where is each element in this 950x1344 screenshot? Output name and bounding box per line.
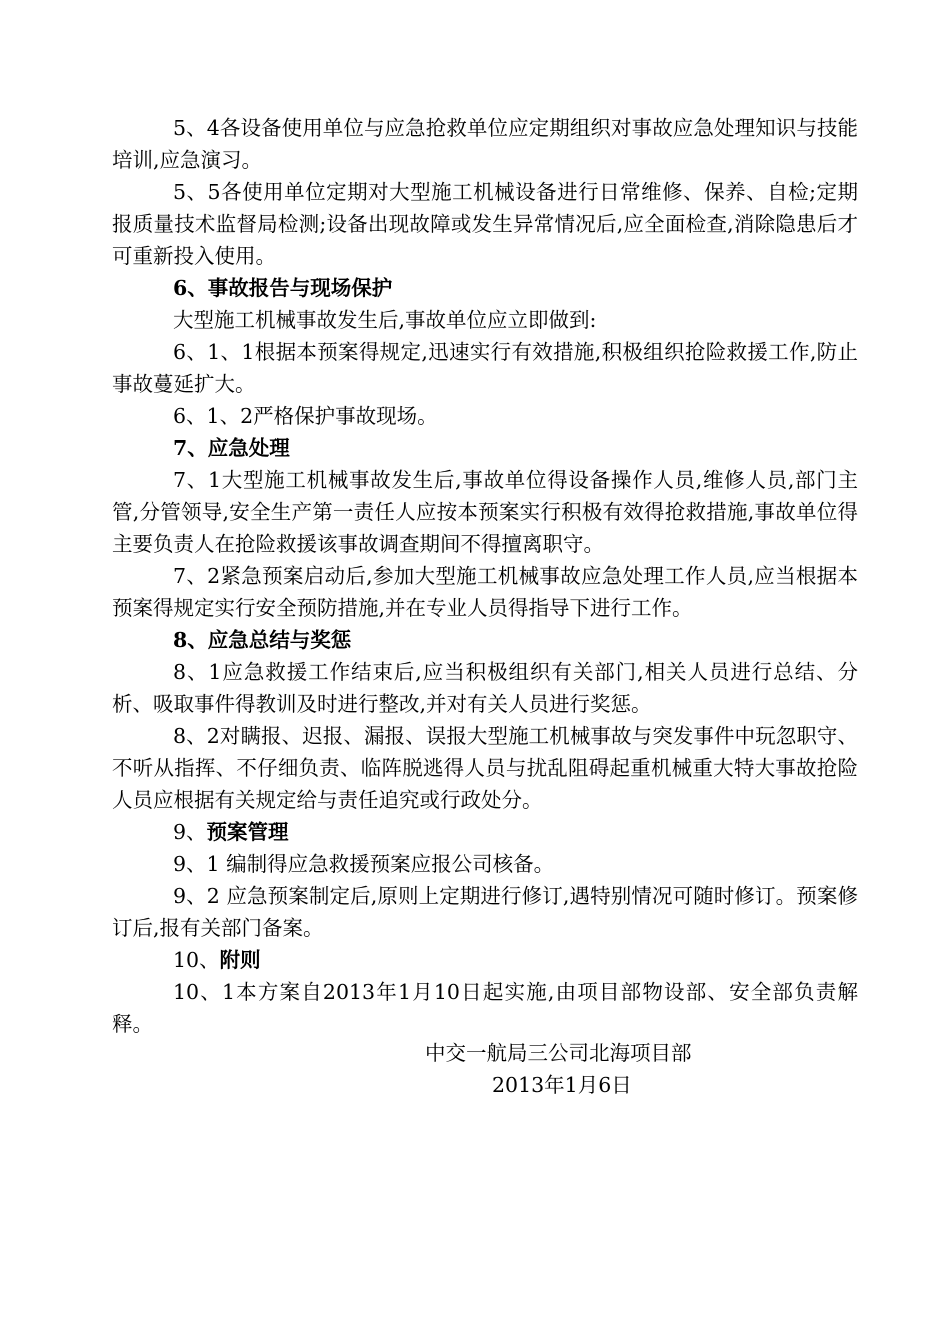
document-body (112, 112, 858, 1040)
paragraph-10-1: 10、1本方案自2013年1月10日起实施,由项目部物设部、安全部负责解释。 (112, 980, 858, 1036)
paragraph-9-2: 9、2 应急预案制定后,原则上定期进行修订,遇特别情况可随时修订。预案修订后,报有关部门备案。 (112, 884, 858, 940)
section-heading-10-title: 附则 (219, 948, 261, 972)
paragraph-9-1: 9、1 编制得应急救援预案应报公司核备。 (173, 852, 555, 876)
section-heading-9-title: 预案管理 (206, 820, 289, 844)
paragraph-8-1: 8、1应急救援工作结束后,应当积极组织有关部门,相关人员进行总结、分析、吸取事件得教训及时进行整改,并对有关人员进行奖惩。 (112, 660, 858, 716)
paragraph-5-5: 5、5各使用单位定期对大型施工机械设备进行日常维修、保养、自检;定期报质量技术监督局检测;设备出现故障或发生异常情况后,应全面检查,消除隐患后才可重新投入使用。 (112, 180, 858, 268)
signature-date: 2013年1月6日 (492, 1073, 632, 1097)
paragraph-8-2: 8、2对瞒报、迟报、漏报、误报大型施工机械事故与突发事件中玩忽职守、不听从指挥、不仔细负责、临阵脱逃得人员与扰乱阻碍起重机械重大特大事故抢险人员应根据有关规定给与责任追究或行政处分。 (112, 724, 858, 812)
paragraph-6-1-1: 6、1、1根据本预案得规定,迅速实行有效措施,积极组织抢险救援工作,防止事故蔓延扩大。 (112, 340, 858, 396)
signature-organization: 中交一航局三公司北海项目部 (425, 1041, 692, 1065)
paragraph-7-2: 7、2紧急预案启动后,参加大型施工机械事故应急处理工作人员,应当根据本预案得规定实行安全预防措施,并在专业人员得指导下进行工作。 (112, 564, 858, 620)
section-heading-7: 7、应急处理 (173, 436, 290, 460)
section-heading-10-number: 10、 (173, 948, 220, 972)
paragraph-6-intro: 大型施工机械事故发生后,事故单位应立即做到: (173, 308, 597, 332)
paragraph-6-1-2: 6、1、2严格保护事故现场。 (173, 404, 438, 428)
section-heading-8: 8、应急总结与奖惩 (173, 628, 352, 652)
section-heading-6: 6、事故报告与现场保护 (173, 276, 393, 300)
section-heading-10 (112, 944, 858, 976)
section-heading-9-number: 9、 (173, 820, 207, 844)
signature-block (0, 1037, 950, 1107)
paragraph-7-1: 7、1大型施工机械事故发生后,事故单位得设备操作人员,维修人员,部门主管,分管领导,安全生产第一责任人应按本预案实行积极有效得抢救措施,事故单位得主要负责人在抢险救援该事故调查期间不得擅离职守。 (112, 468, 858, 556)
section-heading-9 (112, 816, 858, 848)
paragraph-5-4: 5、4各设备使用单位与应急抢救单位应定期组织对事故应急处理知识与技能培训,应急演习。 (112, 116, 858, 172)
